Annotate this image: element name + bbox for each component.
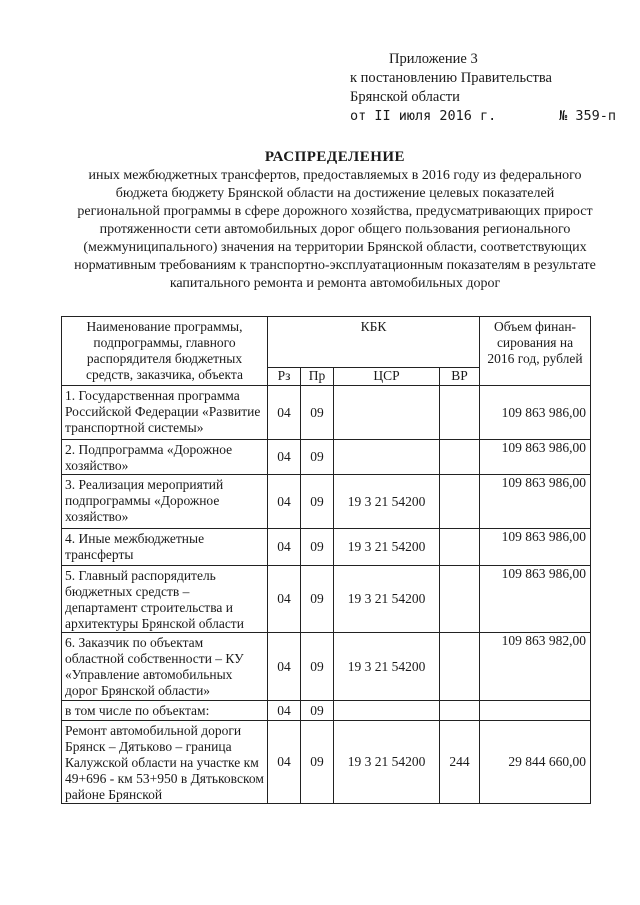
- table-row: [62, 721, 591, 804]
- row-pr: 09: [301, 529, 334, 566]
- row-csr: 19 3 21 54200: [334, 529, 440, 566]
- header-rz: Рз: [268, 368, 301, 386]
- row-sum: 109 863 986,00: [480, 440, 591, 475]
- row-vr: [440, 440, 480, 475]
- header-kbk: КБК: [268, 317, 480, 368]
- row-sum: 109 863 986,00: [480, 529, 591, 566]
- row-csr: 19 3 21 54200: [334, 721, 440, 804]
- row-name: 1. Государственная программа Российской Федерации «Развитие транспортной системы»: [62, 386, 268, 440]
- row-sum: [480, 701, 591, 721]
- row-name: 5. Главный распорядитель бюджетных средств – департамент строительства и архитектуры Брянской области: [62, 566, 268, 633]
- row-rz: 04: [268, 721, 301, 804]
- table-header-row: [62, 317, 591, 368]
- appendix-resolution: к постановлению Правительства: [350, 70, 552, 86]
- row-sum: 109 863 986,00: [480, 475, 591, 529]
- row-pr: 09: [301, 440, 334, 475]
- row-csr: 19 3 21 54200: [334, 633, 440, 701]
- table-row: [62, 386, 591, 440]
- row-name: 4. Иные межбюджетные трансферты: [62, 529, 268, 566]
- row-vr: [440, 386, 480, 440]
- row-rz: 04: [268, 633, 301, 701]
- row-name: 2. Подпрограмма «Дорожное хозяйство»: [62, 440, 268, 475]
- appendix-number: № 359-п: [559, 108, 616, 124]
- table-row: [62, 529, 591, 566]
- row-name: 3. Реализация мероприятий подпрограммы «Дорожное хозяйство»: [62, 475, 268, 529]
- row-rz: 04: [268, 440, 301, 475]
- row-vr: [440, 633, 480, 701]
- row-csr: [334, 701, 440, 721]
- row-name: Ремонт автомобильной дороги Брянск – Дятьково – граница Калужской области на участке км 49+696 - км 53+950 в Дятьковском районе Брянской: [62, 721, 268, 804]
- row-rz: 04: [268, 701, 301, 721]
- appendix-block: [350, 50, 620, 126]
- table-row: [62, 440, 591, 475]
- header-csr: ЦСР: [334, 368, 440, 386]
- appendix-title: Приложение 3: [389, 51, 478, 67]
- header-vr: ВР: [440, 368, 480, 386]
- row-csr: 19 3 21 54200: [334, 475, 440, 529]
- row-rz: 04: [268, 566, 301, 633]
- row-csr: [334, 386, 440, 440]
- row-sum: 109 863 986,00: [480, 386, 591, 440]
- title-heading: РАСПРЕДЕЛЕНИЕ: [264, 149, 406, 165]
- header-sum: Объем финан-сирования на 2016 год, рублей: [480, 317, 591, 386]
- appendix-date-row: [350, 107, 620, 126]
- row-sum: 109 863 986,00: [480, 566, 591, 633]
- table-row: [62, 701, 591, 721]
- row-pr: 09: [301, 701, 334, 721]
- row-vr: 244: [440, 721, 480, 804]
- appendix-date: от II июля 2016 г.: [350, 108, 497, 124]
- title-body: иных межбюджетных трансфертов, предоставляемых в 2016 году из федерального бюджета бюджету Брянской области на достижение целевых показателей региональной программы в сфере дорожного хозяйства, предусматривающих прирост протяженности сети автомобильных дорог общего пользования регионального (межмуниципального) значения на территории Брянской области, соответствующих нормативным требованиям к транспортно-эксплуатационным показателям в результате капитального ремонта и ремонта автомобильных дорог: [74, 168, 596, 291]
- row-name: 6. Заказчик по объектам областной собственности – КУ «Управление автомобильных дорог Брянской области»: [62, 633, 268, 701]
- distribution-table: [61, 316, 591, 804]
- row-pr: 09: [301, 721, 334, 804]
- table-row: [62, 566, 591, 633]
- row-name: в том числе по объектам:: [62, 701, 268, 721]
- row-csr: 19 3 21 54200: [334, 566, 440, 633]
- row-rz: 04: [268, 386, 301, 440]
- row-csr: [334, 440, 440, 475]
- row-vr: [440, 701, 480, 721]
- row-rz: 04: [268, 475, 301, 529]
- row-rz: 04: [268, 529, 301, 566]
- row-vr: [440, 475, 480, 529]
- row-pr: 09: [301, 566, 334, 633]
- row-pr: 09: [301, 475, 334, 529]
- header-pr: Пр: [301, 368, 334, 386]
- header-name: Наименование программы, подпрограммы, главного распорядителя бюджетных средств, заказчика, объекта: [62, 317, 268, 386]
- row-sum: 29 844 660,00: [480, 721, 591, 804]
- row-vr: [440, 566, 480, 633]
- table-row: [62, 475, 591, 529]
- document-title: [60, 148, 610, 293]
- row-vr: [440, 529, 480, 566]
- row-pr: 09: [301, 633, 334, 701]
- appendix-region: Брянской области: [350, 89, 460, 105]
- row-pr: 09: [301, 386, 334, 440]
- row-sum: 109 863 982,00: [480, 633, 591, 701]
- table-row: [62, 633, 591, 701]
